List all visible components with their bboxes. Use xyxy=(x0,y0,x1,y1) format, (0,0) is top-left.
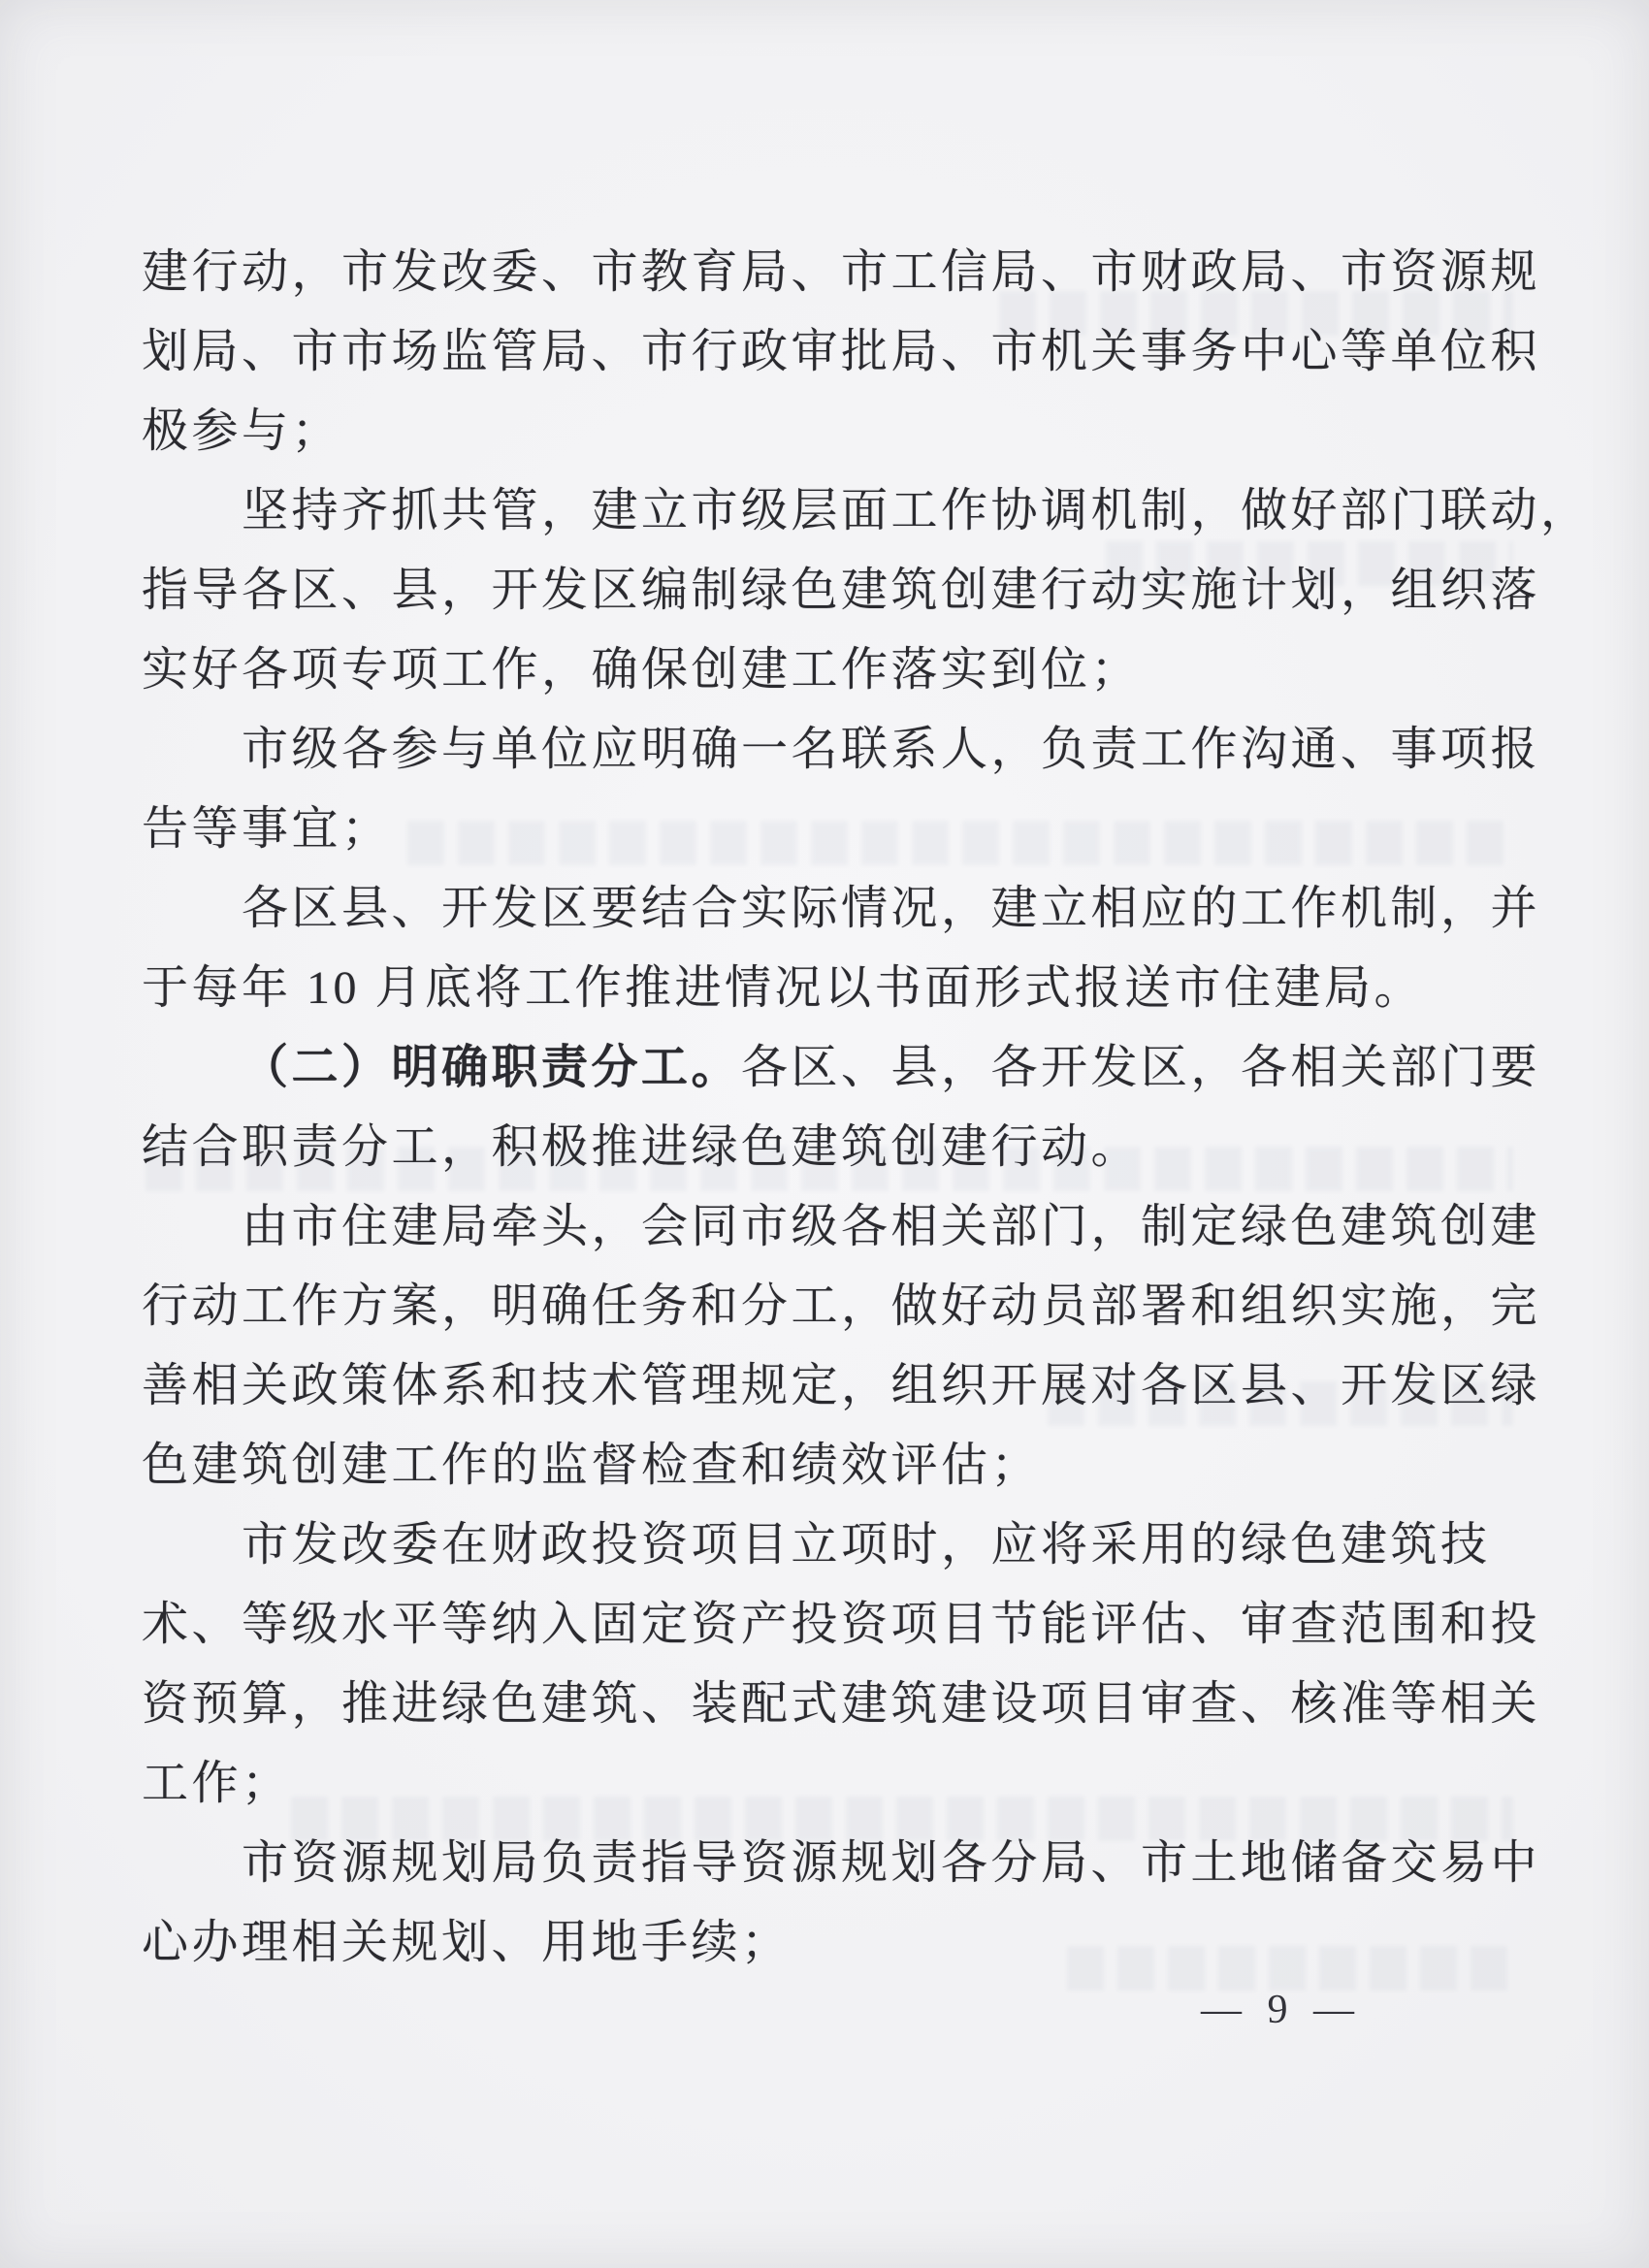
text-segment: 结合职责分工，积极推进绿色建筑创建行动。 xyxy=(142,1121,1142,1173)
text-line xyxy=(142,551,1541,631)
text-segment: 告等事宜； xyxy=(142,803,392,855)
text-line xyxy=(142,1346,1541,1426)
text-line xyxy=(142,1108,1524,1187)
page-number: — 9 — xyxy=(1201,1988,1362,2032)
text-line xyxy=(142,1028,1541,1108)
text-line xyxy=(142,949,1524,1028)
text-line xyxy=(142,1665,1541,1744)
text-line xyxy=(142,1903,1524,1983)
text-segment: 色建筑创建工作的监督检查和绩效评估； xyxy=(142,1440,1042,1491)
text-segment: 工作； xyxy=(142,1758,292,1809)
document-body xyxy=(142,233,1591,1983)
text-segment: 坚持齐抓共管，建立市级层面工作协调机制，做好部门联动， xyxy=(242,485,1591,536)
text-line xyxy=(142,471,1591,551)
text-segment: 各区县、开发区要结合实际情况，建立相应的工作机制，并 xyxy=(242,883,1541,934)
text-segment: 行动工作方案，明确任务和分工，做好动员部署和组织实施，完 xyxy=(142,1280,1541,1332)
text-line xyxy=(142,1267,1541,1346)
text-segment: 市资源规划局负责指导资源规划各分局、市土地储备交易中 xyxy=(242,1837,1541,1889)
text-line xyxy=(142,1585,1541,1665)
text-line xyxy=(142,1426,1524,1506)
text-segment-bold: （二）明确职责分工。 xyxy=(242,1042,742,1093)
text-segment: 善相关政策体系和技术管理规定，组织开展对各区县、开发区绿 xyxy=(142,1360,1541,1411)
text-line xyxy=(142,312,1541,392)
text-line xyxy=(142,233,1541,312)
text-segment: 实好各项专项工作，确保创建工作落实到位； xyxy=(142,644,1142,696)
text-segment: 术、等级水平等纳入固定资产投资项目节能评估、审查范围和投 xyxy=(142,1599,1541,1650)
text-segment: 资预算，推进绿色建筑、装配式建筑建设项目审查、核准等相关 xyxy=(142,1678,1541,1730)
text-line xyxy=(142,869,1541,949)
text-line xyxy=(142,1744,1524,1824)
text-segment: 建行动，市发改委、市教育局、市工信局、市财政局、市资源规 xyxy=(142,246,1541,298)
text-segment: 指导各区、县，开发区编制绿色建筑创建行动实施计划，组织落 xyxy=(142,565,1541,616)
text-line xyxy=(142,1506,1524,1585)
text-line xyxy=(142,1824,1541,1903)
text-line xyxy=(142,631,1524,710)
text-line xyxy=(142,710,1541,790)
text-segment: 划局、市市场监管局、市行政审批局、市机关事务中心等单位积 xyxy=(142,326,1541,377)
text-segment: 极参与； xyxy=(142,405,342,457)
text-segment: 由市住建局牵头，会同市级各相关部门，制定绿色建筑创建 xyxy=(242,1201,1541,1252)
text-segment: 市级各参与单位应明确一名联系人，负责工作沟通、事项报 xyxy=(242,724,1541,775)
text-segment: 心办理相关规划、用地手续； xyxy=(142,1917,792,1968)
text-line xyxy=(142,1187,1541,1267)
text-segment: 于每年 10 月底将工作推进情况以书面形式报送市住建局。 xyxy=(142,962,1425,1014)
text-segment: 各区、县，各开发区，各相关部门要 xyxy=(741,1042,1541,1093)
text-segment: 市发改委在财政投资项目立项时，应将采用的绿色建筑技 xyxy=(242,1519,1491,1571)
text-line xyxy=(142,790,1524,869)
text-line xyxy=(142,392,1524,471)
